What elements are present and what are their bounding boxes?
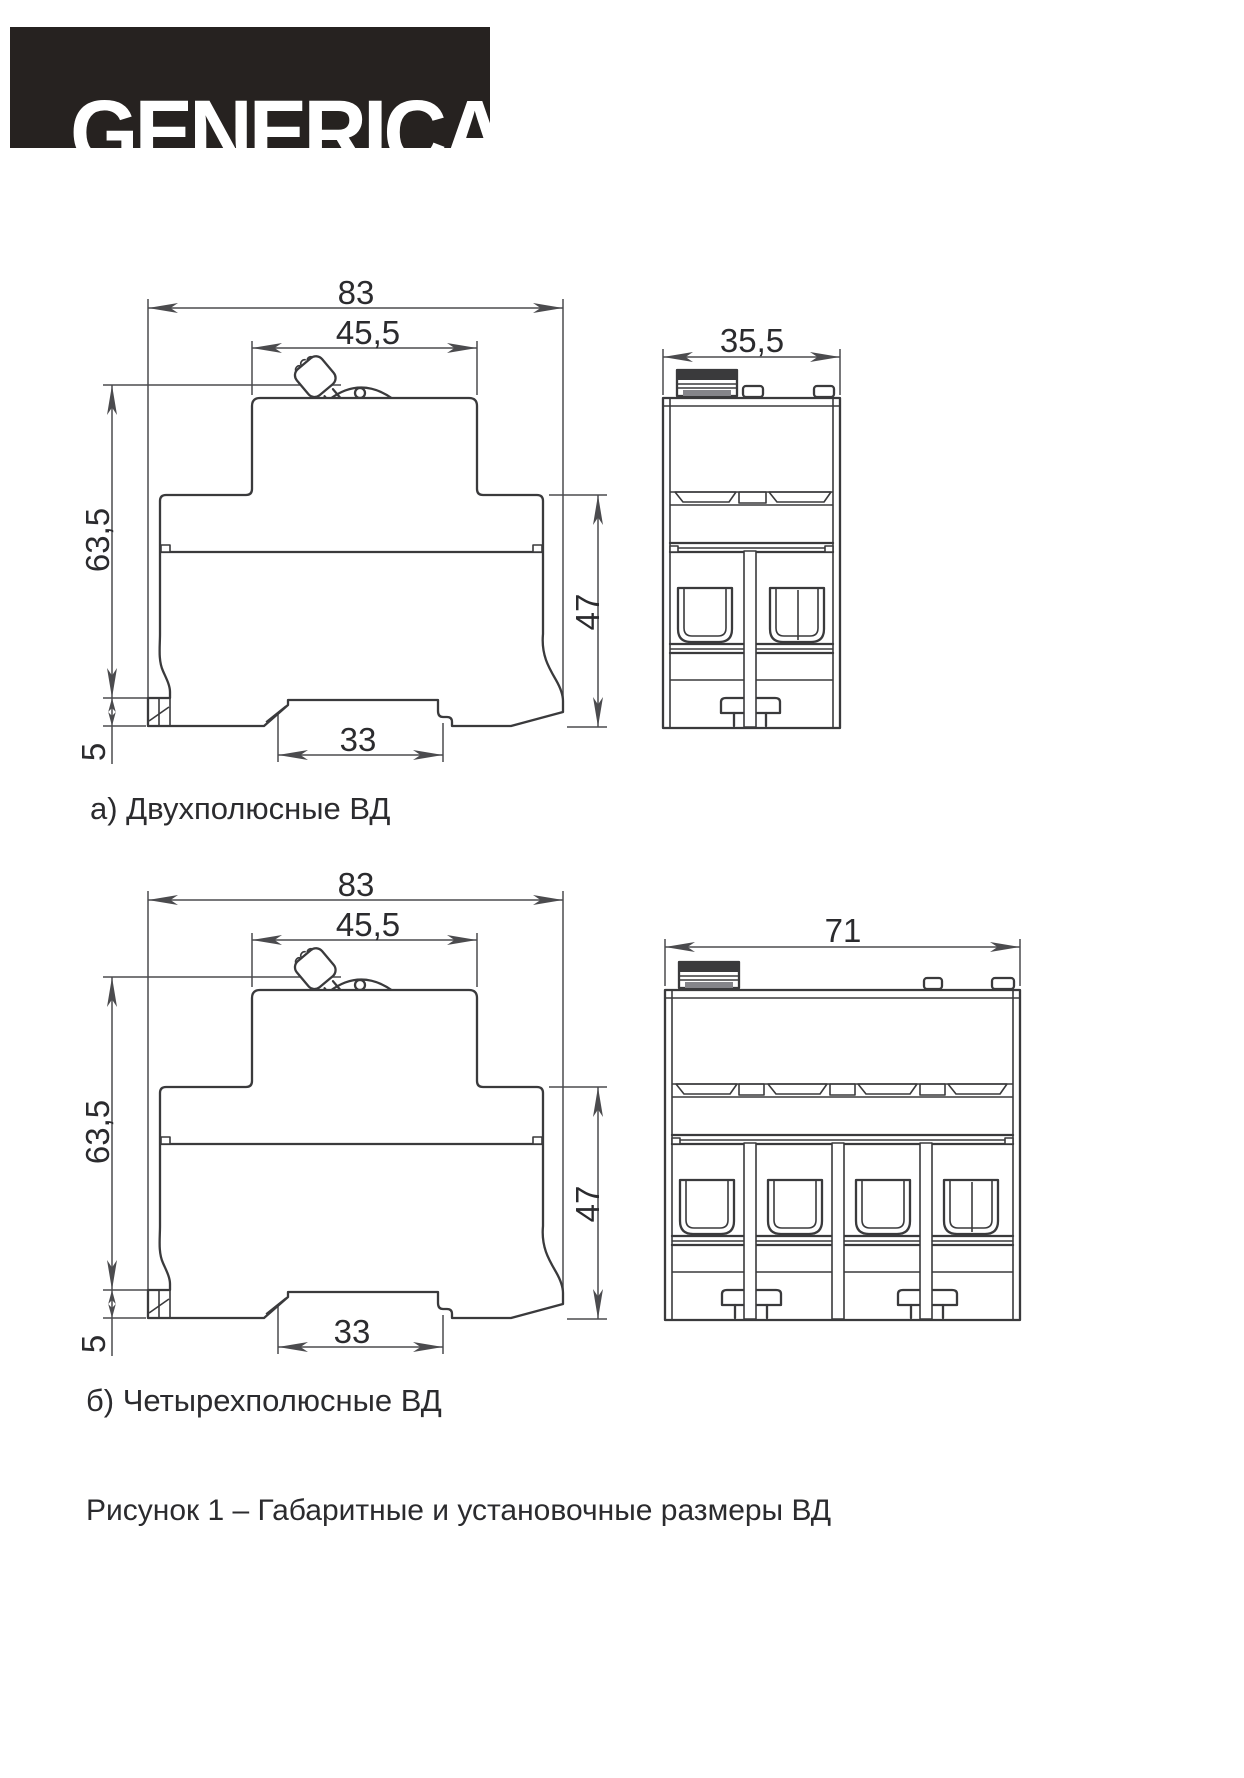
dim-b-total-height: 63,5 [79, 1099, 116, 1165]
dim-a-total-height: 63,5 [79, 507, 116, 573]
dim-a-body-height: 47 [569, 593, 606, 631]
front-view-four-pole [665, 939, 1020, 1320]
caption-two-pole: а) Двухполюсные ВД [90, 791, 391, 826]
side-view-four-pole [103, 891, 607, 1356]
dim-a-recess-width: 33 [339, 721, 377, 758]
caption-four-pole: б) Четырехполюсные ВД [86, 1383, 442, 1418]
dim-a-rail-lip: 5 [75, 742, 112, 762]
dim-b-rail-lip: 5 [75, 1334, 112, 1354]
dim-b-overall-width: 83 [337, 866, 375, 903]
dim-b-upper-width: 45,5 [335, 906, 401, 943]
side-view-two-pole [103, 299, 607, 764]
dim-b-recess-width: 33 [333, 1313, 371, 1350]
dim-b-body-height: 47 [569, 1185, 606, 1223]
dim-b-front-width: 71 [824, 912, 862, 949]
dim-a-upper-width: 45,5 [335, 314, 401, 351]
dim-a-front-width: 35,5 [719, 322, 785, 359]
front-view-two-pole [663, 349, 840, 728]
figure-caption: Рисунок 1 – Габаритные и установочные размеры ВД [86, 1494, 832, 1527]
logo-text: GENERICA [70, 80, 503, 184]
dim-a-overall-width: 83 [337, 274, 375, 311]
